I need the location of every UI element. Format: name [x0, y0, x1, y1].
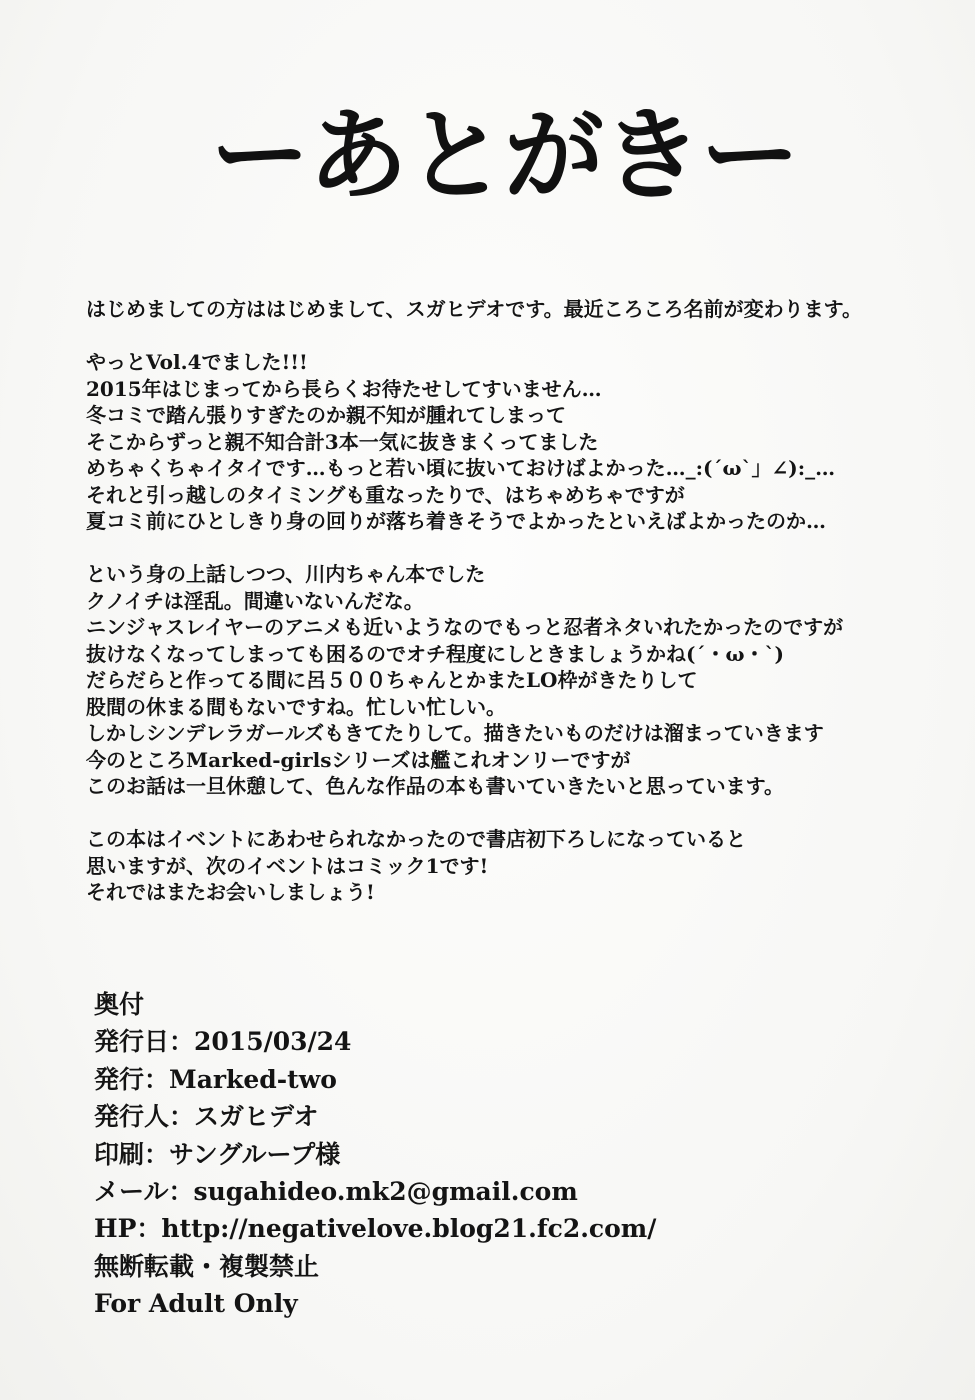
text-line: このお話は一旦休憩して、色んな作品の本も書いていきたいと思っています。 [86, 774, 784, 798]
colophon-adult-notice: For Adult Only [94, 1289, 298, 1319]
paragraph-4 [86, 826, 876, 906]
publisher-value: Marked-two [169, 1064, 337, 1094]
text-line: 股間の休まる間もないですね。忙しい忙しい。 [86, 694, 506, 719]
colophon-date [94, 1023, 794, 1060]
text-line: だらだらと作ってる間に呂５００ちゃんとかまたLO枠がきたりして [86, 668, 698, 692]
colophon [94, 986, 794, 1323]
colophon-publisher [94, 1061, 794, 1098]
colophon-heading: 奥付 [94, 990, 145, 1019]
mail-value: sugahideo.mk2@gmail.com [193, 1176, 578, 1206]
text-line: この本はイベントにあわせられなかったので書店初下ろしになっていると [86, 827, 746, 851]
hp-value: http://negativelove.blog21.fc2.com/ [161, 1214, 657, 1244]
text-line: 思いますが、次のイベントはコミック1です! [86, 853, 489, 878]
text-line: そこからずっと親不知合計3本一気に抜きまくってました [86, 429, 599, 454]
printer-label: 印刷： [94, 1139, 170, 1169]
colophon-mail [94, 1173, 794, 1210]
colophon-notice: 無断転載・複製禁止 [94, 1251, 320, 1281]
text-line: 2015年はじまってから長らくお待たせしてすいません… [86, 376, 602, 401]
text-line: 今のところMarked-girlsシリーズは艦これオンリーですが [86, 747, 631, 772]
paragraph-3 [86, 561, 876, 800]
colophon-hp [94, 1210, 794, 1247]
text-line: しかしシンデレラガールズもきてたりして。描きたいものだけは溜まっていきます [86, 721, 824, 745]
text-line: はじめましての方ははじめまして、スガヒデオです。最近ころころ名前が変わります。 [86, 297, 862, 321]
text-line: 夏コミ前にひとしきり身の回りが落ち着きそうでよかったといえばよかったのか… [86, 509, 826, 533]
publisher-label: 発行： [94, 1064, 170, 1094]
author-value: スガヒデオ [194, 1102, 319, 1132]
page-title: ーあとがきー [210, 96, 798, 214]
text-line: クノイチは淫乱。間違いないんだな。 [86, 588, 424, 613]
date-label: 発行日： [94, 1027, 195, 1057]
colophon-author [94, 1098, 794, 1135]
paragraph-2 [86, 349, 876, 535]
text-line: という身の上話しつつ、川内ちゃん本でした [86, 562, 486, 586]
text-line: めちゃくちゃイタイです…もっと若い頃に抜いておけばよかった…_:(´ω`」∠):_… [86, 456, 836, 480]
text-line: それと引っ越しのタイミングも重なったりで、はちゃめちゃですが [86, 482, 685, 507]
text-line: やっとVol.4でました!!! [86, 350, 308, 374]
text-line: ニンジャスレイヤーのアニメも近いようなのでもっと忍者ネタいれたかったのですが [86, 615, 844, 639]
afterword-body [86, 296, 876, 932]
printer-value: サングループ様 [169, 1139, 341, 1169]
hp-label: HP： [94, 1214, 162, 1244]
author-label: 発行人： [94, 1102, 195, 1132]
date-value: 2015/03/24 [194, 1027, 352, 1057]
mail-label: メール： [94, 1176, 194, 1206]
text-line: 抜けなくなってしまっても困るのでオチ程度にしときましょうかね(´・ω・`) [86, 641, 784, 666]
text-line: 冬コミで踏ん張りすぎたのか親不知が腫れてしまって [86, 403, 566, 427]
colophon-printer [94, 1136, 794, 1173]
text-line: それではまたお会いしましょう! [86, 880, 375, 904]
paragraph-1 [86, 296, 876, 323]
